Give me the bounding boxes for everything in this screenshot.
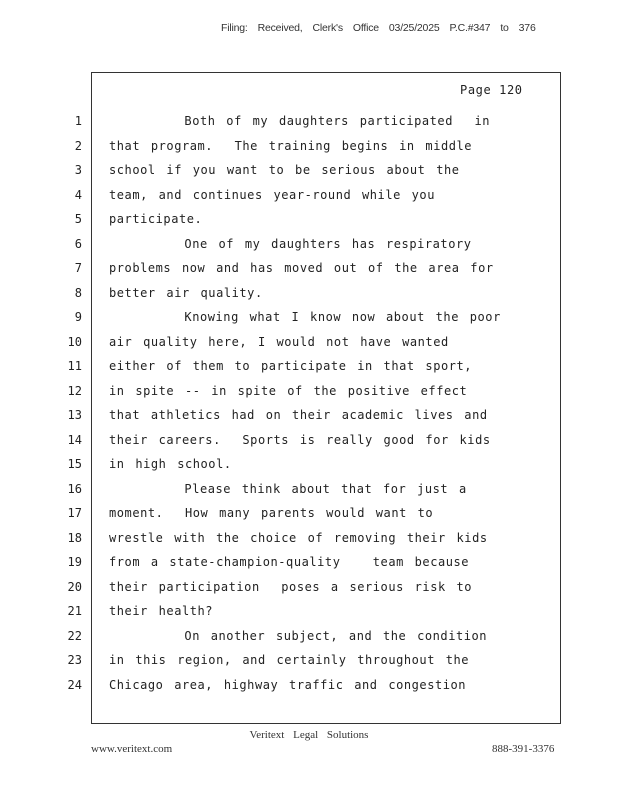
line-number: 9 [74, 310, 82, 324]
line-number: 17 [67, 506, 82, 520]
line-number: 19 [67, 555, 82, 569]
line-number: 4 [74, 187, 82, 202]
transcript-line: that program. The training begins in middle [109, 138, 473, 153]
line-number: 14 [67, 432, 82, 447]
to-label: to [500, 22, 509, 34]
line-number: 11 [67, 359, 82, 373]
total-pages: 376 [518, 22, 536, 34]
filing-label: Filing: [221, 22, 248, 34]
transcript-line: that athletics had on their academic lives and [109, 408, 488, 422]
transcript-line: Knowing what I know now about the poor [109, 310, 501, 324]
transcript-line: On another subject, and the condition [109, 628, 488, 643]
line-number: 12 [67, 383, 82, 398]
footer-website: www.veritext.com [91, 743, 173, 755]
transcript-line: better air quality. [109, 285, 263, 300]
line-number: 18 [67, 530, 82, 545]
line-number: 15 [67, 457, 82, 471]
clerks-label: Clerk's [312, 22, 343, 34]
line-number: 20 [67, 579, 82, 594]
pc-number: P.C.#347 [449, 22, 491, 34]
office-label: Office [352, 22, 379, 34]
transcript-line: their careers. Sports is really good for kids [109, 432, 491, 447]
transcript-line: school if you want to be serious about the [109, 163, 460, 177]
line-number: 7 [74, 261, 82, 275]
line-number: 1 [74, 114, 82, 128]
line-number: 6 [74, 236, 82, 251]
transcript-line: from a state-champion-quality team because [109, 555, 470, 569]
transcript-line: One of my daughters has respiratory [109, 236, 472, 251]
transcript-line: in this region, and certainly throughout the [109, 653, 470, 667]
line-number: 16 [67, 481, 82, 496]
line-number: 10 [67, 334, 82, 349]
transcript-line: their health? [109, 604, 214, 618]
line-number: 21 [67, 604, 82, 618]
filing-date: 03/25/2025 [388, 22, 440, 34]
transcript-line: Please think about that for just a [109, 481, 467, 496]
transcript-line: wrestle with the choice of removing their kids [109, 530, 488, 545]
footer-phone: 888-391-3376 [492, 743, 555, 755]
received-label: Received, [257, 22, 303, 34]
transcript-line: moment. How many parents would want to [109, 506, 434, 520]
transcript-line: either of them to participate in that sport, [109, 359, 473, 373]
filing-header [221, 22, 561, 34]
transcript-line: Chicago area, highway traffic and congestion [109, 677, 467, 692]
line-number: 3 [74, 163, 82, 177]
transcript-line: Both of my daughters participated in [109, 114, 491, 128]
line-number: 22 [67, 628, 82, 643]
transcript-line: in high school. [109, 457, 232, 471]
transcript-line: team, and continues year-round while you [109, 187, 435, 202]
transcript-line: in spite -- in spite of the positive effect [109, 383, 468, 398]
line-number: 24 [67, 677, 82, 692]
transcript-line: problems now and has moved out of the area for [109, 261, 494, 275]
line-number: 2 [74, 138, 82, 153]
line-number: 13 [67, 408, 82, 422]
transcript-line: their participation poses a serious risk to [109, 579, 473, 594]
line-number: 5 [74, 212, 82, 226]
footer-company: Veritext Legal Solutions [249, 729, 369, 741]
line-number: 8 [74, 285, 82, 300]
transcript-line: participate. [109, 212, 203, 226]
transcript-line: air quality here, I would not have wanted [109, 334, 449, 349]
line-number: 23 [67, 653, 82, 667]
page-number: Page 120 [460, 83, 523, 97]
